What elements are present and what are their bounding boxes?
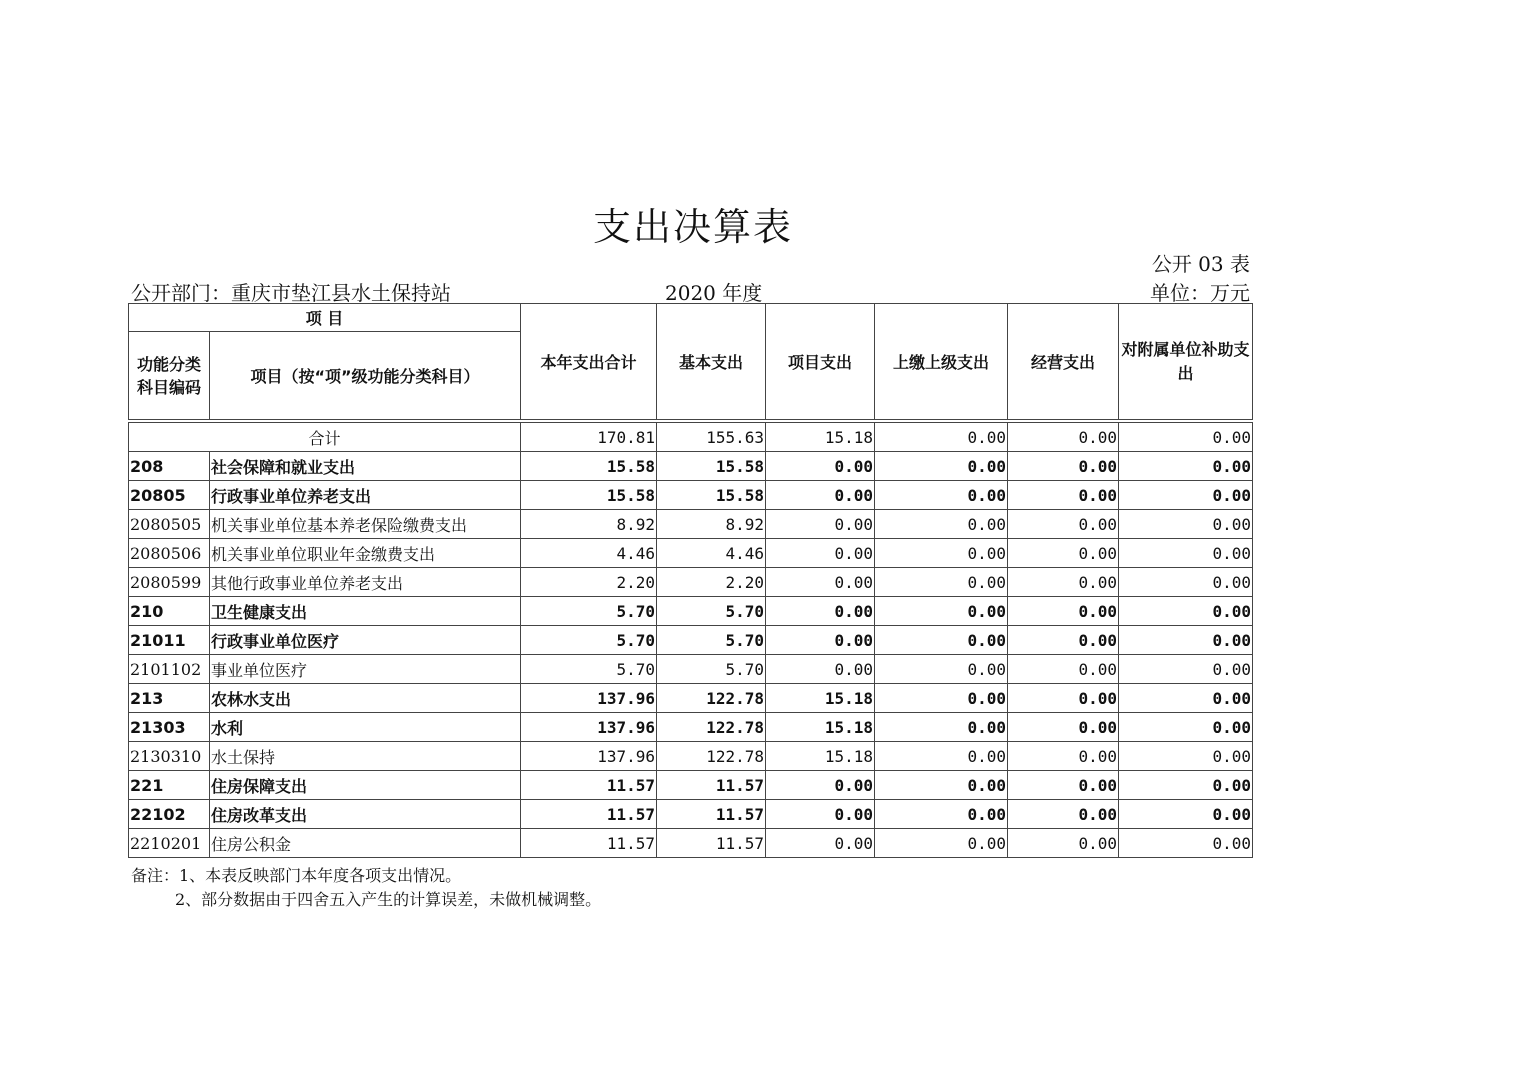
- row-value: 15.18: [766, 684, 875, 713]
- row-code: 2101102: [129, 655, 210, 684]
- row-value: 0.00: [1119, 800, 1253, 829]
- row-value: 0.00: [1119, 684, 1253, 713]
- row-code: 22102: [129, 800, 210, 829]
- row-value: 0.00: [1119, 510, 1253, 539]
- row-value: 5.70: [521, 626, 657, 655]
- notes: [131, 864, 601, 912]
- row-value: 0.00: [766, 655, 875, 684]
- row-value: 0.00: [1119, 626, 1253, 655]
- row-value: 11.57: [521, 800, 657, 829]
- row-value: 0.00: [1008, 684, 1119, 713]
- row-value: 5.70: [657, 626, 766, 655]
- row-name: 水土保持: [210, 742, 521, 771]
- row-value: 0.00: [875, 568, 1008, 597]
- row-value: 0.00: [766, 481, 875, 510]
- table-row: [129, 713, 1253, 742]
- row-value: 0.00: [766, 800, 875, 829]
- row-value: 0.00: [1119, 539, 1253, 568]
- table-row: [129, 510, 1253, 539]
- row-value: 0.00: [1008, 771, 1119, 800]
- table-row: [129, 597, 1253, 626]
- row-value: 0.00: [766, 452, 875, 481]
- row-value: 0.00: [875, 510, 1008, 539]
- row-value: 0.00: [766, 539, 875, 568]
- row-value: 11.57: [657, 771, 766, 800]
- table-row: [129, 452, 1253, 481]
- row-code: 221: [129, 771, 210, 800]
- header-col-project: 项目支出: [766, 304, 875, 420]
- table-row: [129, 539, 1253, 568]
- table-row: [129, 568, 1253, 597]
- note-2: 2、部分数据由于四舍五入产生的计算误差，未做机械调整。: [175, 890, 602, 909]
- row-value: 0.00: [875, 742, 1008, 771]
- row-value: 0.00: [875, 684, 1008, 713]
- row-value: 122.78: [657, 742, 766, 771]
- row-value: 0.00: [875, 800, 1008, 829]
- row-value: 137.96: [521, 713, 657, 742]
- department-label: 公开部门：重庆市垫江县水土保持站: [131, 281, 451, 305]
- total-value: 0.00: [1119, 423, 1253, 452]
- row-name: 水利: [210, 713, 521, 742]
- total-value: 15.18: [766, 423, 875, 452]
- table-number: 公开 03 表: [1151, 252, 1250, 276]
- row-name: 机关事业单位职业年金缴费支出: [210, 539, 521, 568]
- row-name: 住房公积金: [210, 829, 521, 858]
- row-value: 0.00: [1008, 510, 1119, 539]
- row-value: 5.70: [521, 597, 657, 626]
- header-col-subsidy: 对附属单位补助支出: [1119, 304, 1253, 420]
- row-name: 事业单位医疗: [210, 655, 521, 684]
- row-value: 0.00: [766, 568, 875, 597]
- row-value: 8.92: [521, 510, 657, 539]
- row-code: 2080599: [129, 568, 210, 597]
- total-value: 0.00: [1008, 423, 1119, 452]
- row-value: 0.00: [875, 481, 1008, 510]
- row-value: 4.46: [521, 539, 657, 568]
- row-code: 208: [129, 452, 210, 481]
- row-value: 15.58: [657, 481, 766, 510]
- row-name: 其他行政事业单位养老支出: [210, 568, 521, 597]
- row-value: 0.00: [1119, 771, 1253, 800]
- row-value: 0.00: [1119, 597, 1253, 626]
- row-value: 0.00: [1008, 597, 1119, 626]
- row-value: 0.00: [766, 829, 875, 858]
- row-value: 11.57: [521, 771, 657, 800]
- row-value: 0.00: [1008, 626, 1119, 655]
- row-name: 机关事业单位基本养老保险缴费支出: [210, 510, 521, 539]
- page-title: 支出决算表: [592, 205, 793, 249]
- row-value: 11.57: [657, 800, 766, 829]
- total-label: 合计: [129, 423, 521, 452]
- row-value: 0.00: [766, 510, 875, 539]
- header-col-basic: 基本支出: [657, 304, 766, 420]
- row-value: 122.78: [657, 713, 766, 742]
- row-value: 11.57: [657, 829, 766, 858]
- table-row: [129, 829, 1253, 858]
- note-1: 备注：1、本表反映部门本年度各项支出情况。: [131, 866, 462, 885]
- row-value: 0.00: [875, 655, 1008, 684]
- row-value: 0.00: [1119, 742, 1253, 771]
- row-name: 行政事业单位医疗: [210, 626, 521, 655]
- row-value: 8.92: [657, 510, 766, 539]
- row-value: 0.00: [1119, 568, 1253, 597]
- total-value: 170.81: [521, 423, 657, 452]
- unit-label: 单位：万元: [1150, 281, 1250, 305]
- row-code: 2210201: [129, 829, 210, 858]
- table-row: [129, 481, 1253, 510]
- row-value: 2.20: [657, 568, 766, 597]
- row-name: 住房改革支出: [210, 800, 521, 829]
- row-value: 0.00: [875, 626, 1008, 655]
- row-value: 0.00: [1008, 829, 1119, 858]
- row-name: 卫生健康支出: [210, 597, 521, 626]
- row-code: 213: [129, 684, 210, 713]
- total-row: [129, 423, 1253, 452]
- row-value: 5.70: [521, 655, 657, 684]
- row-value: 0.00: [1008, 800, 1119, 829]
- row-value: 0.00: [875, 771, 1008, 800]
- row-code: 21303: [129, 713, 210, 742]
- row-value: 0.00: [1008, 539, 1119, 568]
- row-value: 0.00: [875, 597, 1008, 626]
- row-code: 20805: [129, 481, 210, 510]
- table-row: [129, 742, 1253, 771]
- expenditure-table: [128, 303, 1253, 858]
- total-value: 0.00: [875, 423, 1008, 452]
- row-code: 210: [129, 597, 210, 626]
- row-value: 0.00: [1119, 829, 1253, 858]
- row-code: 21011: [129, 626, 210, 655]
- row-value: 0.00: [875, 539, 1008, 568]
- row-value: 15.58: [521, 481, 657, 510]
- row-value: 0.00: [1008, 452, 1119, 481]
- table-row: [129, 800, 1253, 829]
- row-value: 137.96: [521, 742, 657, 771]
- row-value: 5.70: [657, 597, 766, 626]
- table-row: [129, 655, 1253, 684]
- row-value: 0.00: [1119, 481, 1253, 510]
- row-code: 2080506: [129, 539, 210, 568]
- row-name: 住房保障支出: [210, 771, 521, 800]
- row-value: 0.00: [1119, 655, 1253, 684]
- row-value: 0.00: [1008, 481, 1119, 510]
- row-name: 行政事业单位养老支出: [210, 481, 521, 510]
- row-value: 2.20: [521, 568, 657, 597]
- table-row: [129, 684, 1253, 713]
- row-value: 5.70: [657, 655, 766, 684]
- fiscal-year: 2020 年度: [665, 281, 763, 305]
- row-value: 0.00: [1119, 713, 1253, 742]
- row-value: 15.18: [766, 742, 875, 771]
- row-value: 0.00: [1008, 568, 1119, 597]
- table-row: [129, 771, 1253, 800]
- row-value: 137.96: [521, 684, 657, 713]
- row-value: 0.00: [875, 452, 1008, 481]
- row-value: 4.46: [657, 539, 766, 568]
- header-item-group: 项 目: [129, 304, 521, 332]
- row-value: 0.00: [1008, 713, 1119, 742]
- row-name: 农林水支出: [210, 684, 521, 713]
- row-value: 0.00: [875, 713, 1008, 742]
- row-value: 15.58: [657, 452, 766, 481]
- row-value: 0.00: [766, 597, 875, 626]
- row-value: 15.18: [766, 713, 875, 742]
- total-value: 155.63: [657, 423, 766, 452]
- row-value: 0.00: [1008, 655, 1119, 684]
- table-row: [129, 626, 1253, 655]
- row-code: 2080505: [129, 510, 210, 539]
- header-col-total: 本年支出合计: [521, 304, 657, 420]
- header-col-business: 经营支出: [1008, 304, 1119, 420]
- row-value: 0.00: [875, 829, 1008, 858]
- header-name: 项目（按“项”级功能分类科目）: [210, 332, 521, 420]
- row-value: 0.00: [766, 771, 875, 800]
- row-value: 11.57: [521, 829, 657, 858]
- row-value: 15.58: [521, 452, 657, 481]
- row-value: 0.00: [1008, 742, 1119, 771]
- row-code: 2130310: [129, 742, 210, 771]
- row-value: 0.00: [766, 626, 875, 655]
- header-code: 功能分类科目编码: [129, 332, 210, 420]
- row-name: 社会保障和就业支出: [210, 452, 521, 481]
- row-value: 0.00: [1119, 452, 1253, 481]
- row-value: 122.78: [657, 684, 766, 713]
- header-col-upper: 上缴上级支出: [875, 304, 1008, 420]
